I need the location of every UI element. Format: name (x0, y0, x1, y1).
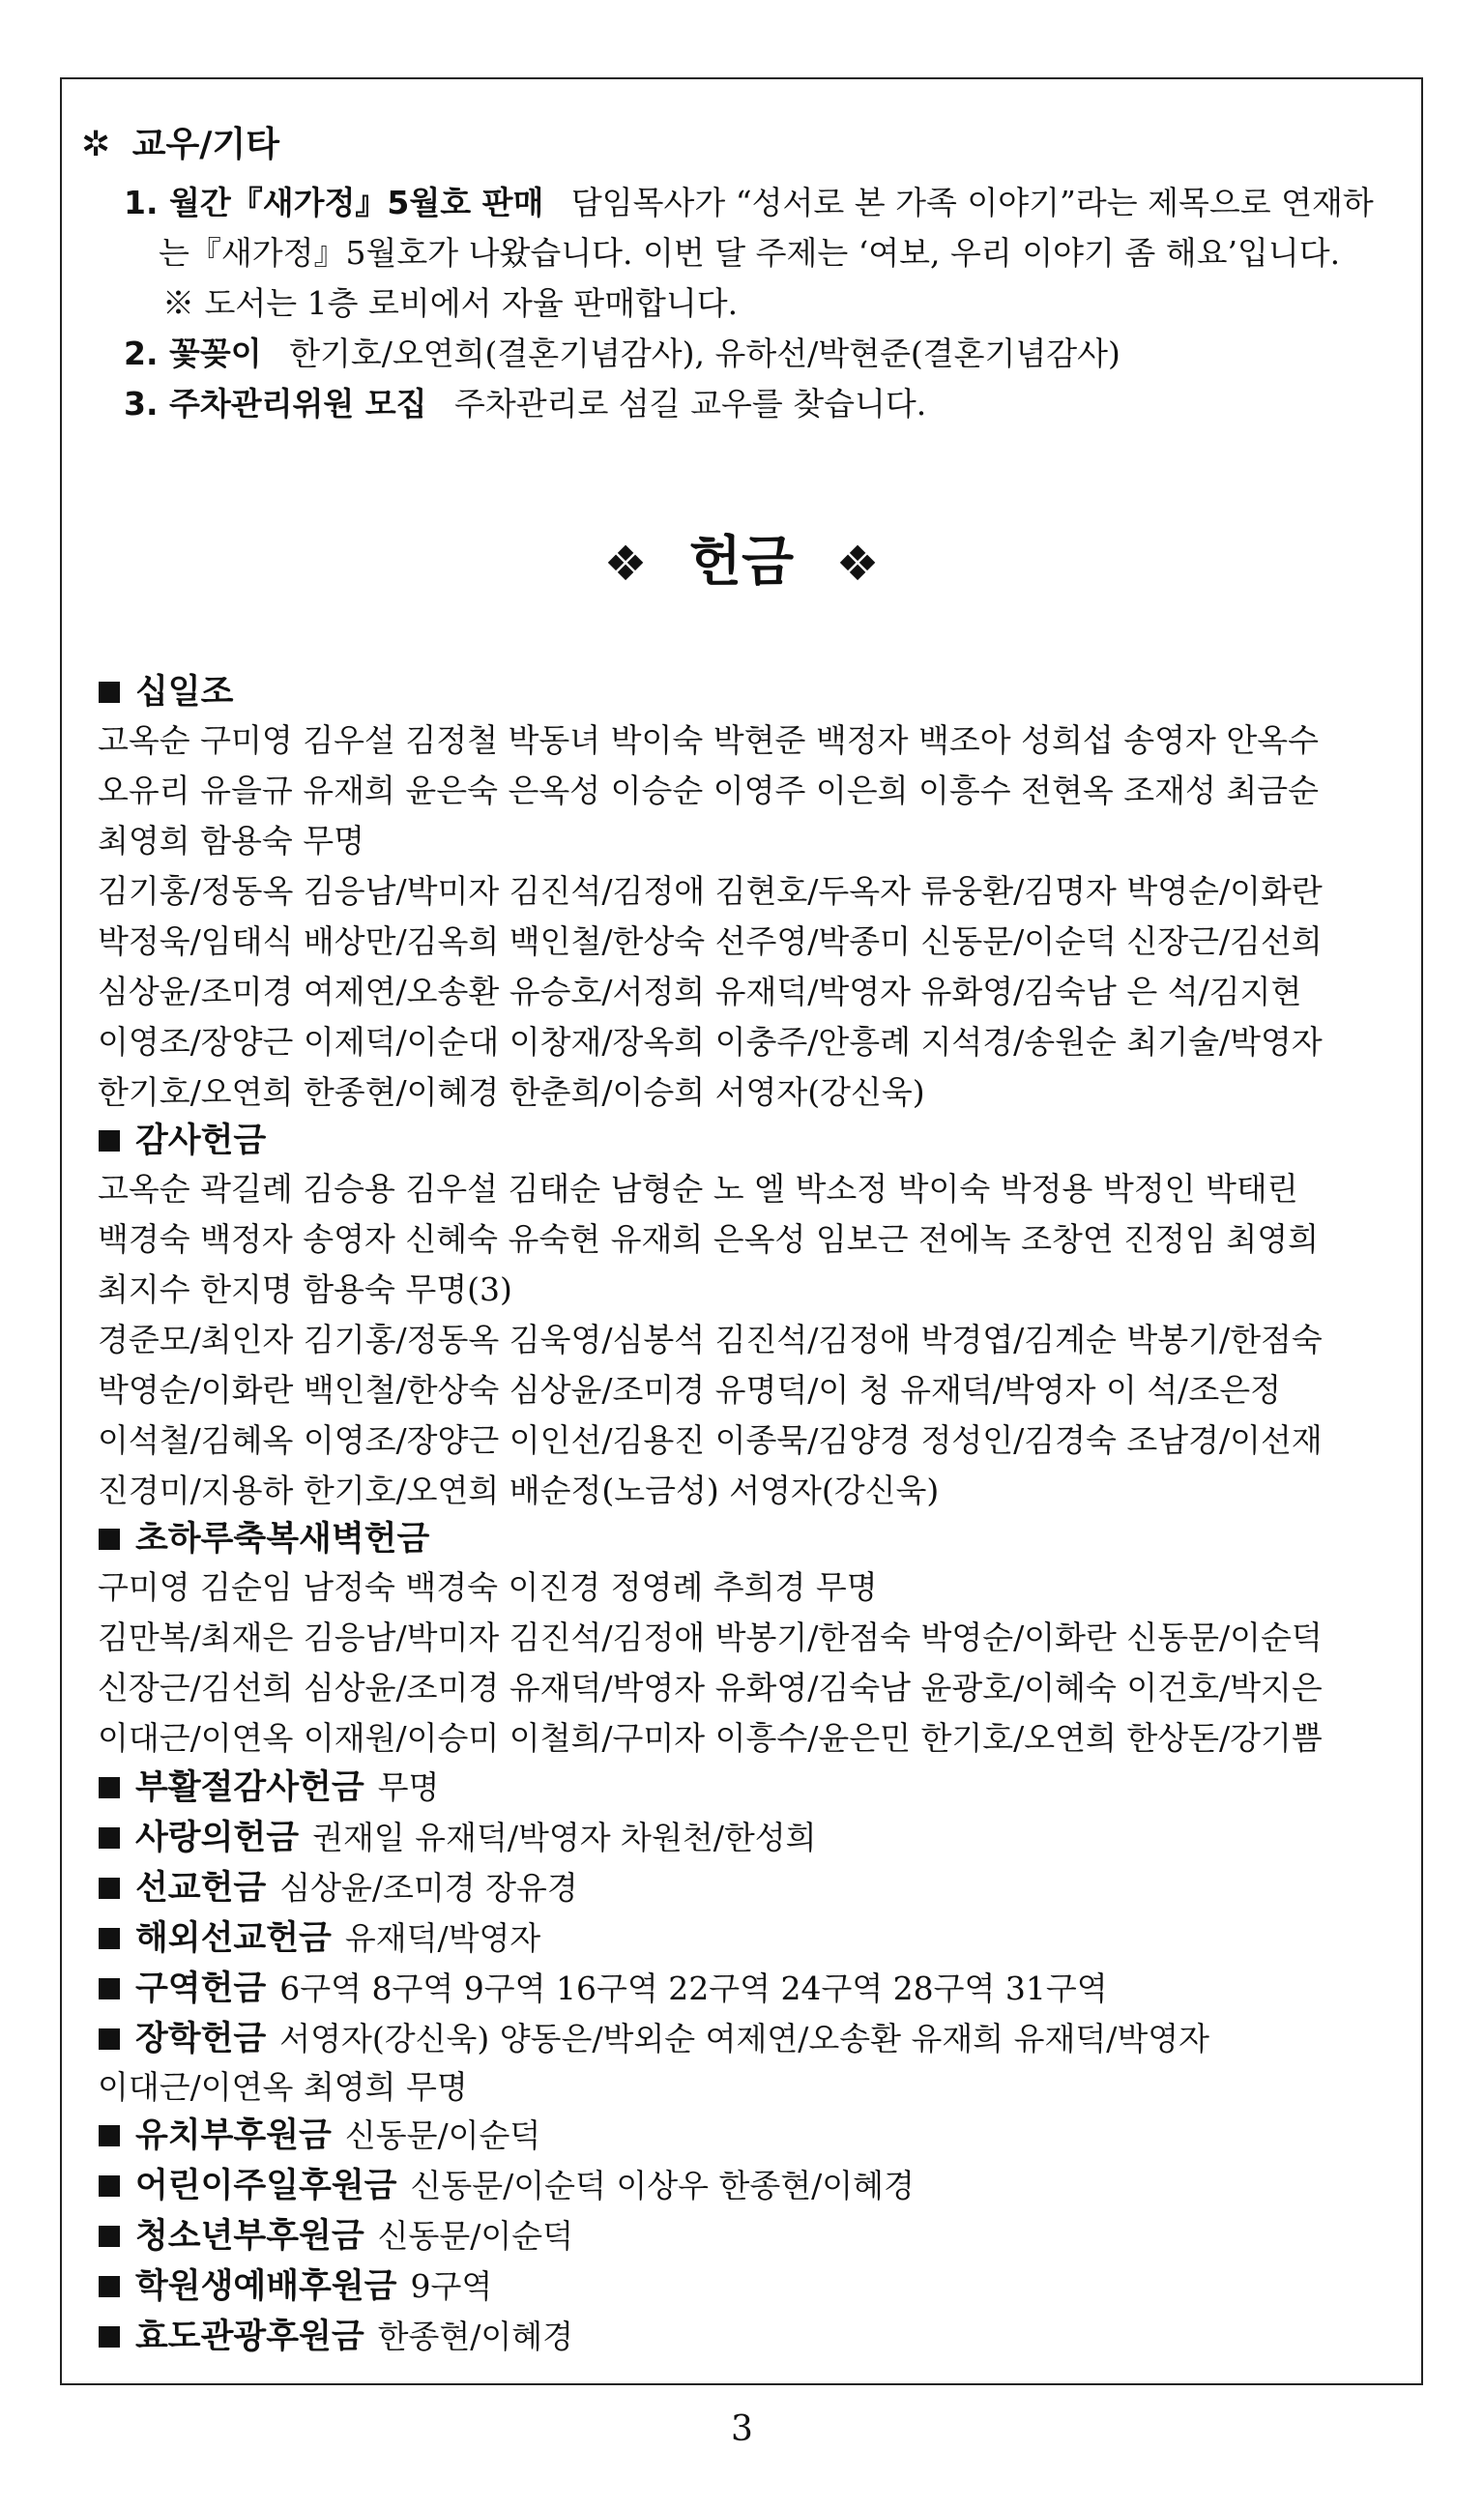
diamond-ornament-icon: ❖ (603, 536, 648, 592)
notice-item-1 (124, 184, 1392, 222)
square-bullet-icon (99, 2226, 120, 2247)
notice-item-1-text: 담임목사가 “성서로 본 가족 이야기”라는 제목으로 연재하 (570, 184, 1374, 221)
easter-offering-label: 부활절감사헌금 (135, 1768, 364, 1807)
tithe-line: 심상윤/조미경 여제연/오송환 유승호/서정희 유재덕/박영자 유화영/김숙남 은 석/김지현 (98, 973, 1302, 1010)
notice-item-1-line2: 는『새가정』5월호가 나왔습니다. 이번 달 주제는 ‘여보, 우리 이야기 좀 해요’입니다. (159, 234, 1341, 272)
love-offering (99, 1817, 816, 1859)
easter-offering-text: 무명 (377, 1768, 440, 1806)
notice-item-2 (124, 335, 1392, 373)
square-bullet-icon (99, 1978, 120, 1999)
thanks-line: 백경숙 백정자 송영자 신혜숙 유숙현 유재희 은옥성 임보근 전에녹 조창연 진정임 최영희 (98, 1220, 1319, 1258)
page-number: 3 (731, 2409, 753, 2449)
notice-item-2-text: 한기호/오연희(결혼기념감사), 유하선/박현준(결혼기념감사) (289, 335, 1120, 372)
thanks-heading (99, 1120, 266, 1162)
square-bullet-icon (99, 1928, 120, 1949)
square-bullet-icon (99, 1529, 120, 1550)
tithe-heading (99, 671, 233, 714)
tithe-line: 오유리 유을규 유재희 윤은숙 은옥성 이승순 이영주 이은희 이흥수 전현옥 조재성 최금순 (98, 772, 1319, 809)
tithe-line: 한기호/오연희 한종현/이혜경 한춘희/이승희 서영자(강신욱) (98, 1073, 925, 1111)
dawn-line: 이대근/이연옥 이재원/이승미 이철희/구미자 이흥수/윤은민 한기호/오연희 한상돈/강기쁨 (98, 1719, 1323, 1757)
tithe-line: 고옥순 구미영 김우설 김정철 박동녀 박이숙 박현준 백정자 백조아 성희섭 송영자 안옥수 (98, 721, 1319, 759)
dawn-heading-label: 초하루축복새벽헌금 (135, 1520, 430, 1559)
children-support-text: 신동문/이순덕 이상우 한종현/이혜경 (410, 2167, 915, 2204)
square-bullet-icon (99, 2326, 120, 2348)
scholarship-offering-label: 장학헌금 (135, 2020, 267, 2058)
student-support-label: 학원생예배후원금 (135, 2267, 397, 2306)
tithe-line: 최영희 함용숙 무명 (98, 822, 365, 860)
notice-item-3-text: 주차관리로 섬길 교우를 찾습니다. (454, 385, 927, 423)
square-bullet-icon (99, 2125, 120, 2146)
notice-item-3 (124, 385, 1392, 423)
tithe-line: 김기홍/정동옥 김응남/박미자 김진석/김정애 김현호/두옥자 류웅환/김명자 박영순/이화란 (98, 872, 1323, 910)
district-offering-text: 6구역 8구역 9구역 16구역 22구역 24구역 28구역 31구역 (279, 1969, 1108, 2007)
bulletin-frame (60, 77, 1423, 2385)
square-bullet-icon (99, 2276, 120, 2297)
scholarship-offering-text: 서영자(강신욱) 양동은/박외순 여제연/오송환 유재희 유재덕/박영자 (279, 2020, 1210, 2057)
kinder-support (99, 2115, 540, 2157)
kinder-support-text: 신동문/이순덕 (344, 2116, 541, 2154)
square-bullet-icon (99, 1130, 120, 1152)
love-offering-label: 사랑의헌금 (135, 1819, 300, 1857)
square-bullet-icon (99, 1777, 120, 1798)
love-offering-text: 권재일 유재덕/박영자 차원천/한성희 (312, 1819, 817, 1856)
filial-support-label: 효도관광후원금 (135, 2318, 364, 2356)
offering-title (62, 529, 1421, 598)
offering-title-label: 헌금 (688, 531, 795, 594)
square-bullet-icon (99, 682, 120, 703)
thanks-line: 진경미/지용하 한기호/오연희 배순정(노금성) 서영자(강신욱) (98, 1472, 940, 1509)
student-support-text: 9구역 (410, 2267, 493, 2305)
scholarship-line-2: 이대근/이연옥 최영희 무명 (98, 2068, 468, 2106)
kinder-support-label: 유치부후원금 (135, 2116, 332, 2155)
district-offering (99, 1968, 1108, 2010)
overseas-offering-text: 유재덕/박영자 (344, 1919, 541, 1957)
student-support (99, 2265, 492, 2308)
children-support-label: 어린이주일후원금 (135, 2167, 397, 2205)
thanks-line: 경준모/최인자 김기홍/정동옥 김욱영/심봉석 김진석/김정애 박경엽/김계순 박봉기/한점숙 (98, 1321, 1323, 1358)
mission-offering (99, 1867, 578, 1910)
square-bullet-icon (99, 1878, 120, 1899)
dawn-heading (99, 1518, 429, 1561)
overseas-offering-label: 해외선교헌금 (135, 1919, 332, 1958)
youth-support (99, 2215, 573, 2258)
thanks-line: 최지수 한지명 함용숙 무명(3) (98, 1270, 512, 1308)
dawn-line: 구미영 김순임 남정숙 백경숙 이진경 정영례 추희경 무명 (98, 1568, 878, 1606)
easter-offering (99, 1766, 439, 1809)
dawn-line: 김만복/최재은 김응남/박미자 김진석/김정애 박봉기/한점숙 박영순/이화란 신동문/이순덕 (98, 1619, 1323, 1656)
diamond-ornament-icon: ❖ (835, 536, 880, 592)
tithe-line: 이영조/장양근 이제덕/이순대 이창재/장옥희 이충주/안흥례 지석경/송원순 최기술/박영자 (98, 1023, 1323, 1061)
thanks-line: 이석철/김혜옥 이영조/장양근 이인선/김용진 이종묵/김양경 정성인/김경숙 조남경/이선재 (98, 1421, 1323, 1459)
asterisk-icon: ✲ (81, 125, 111, 164)
square-bullet-icon (99, 2175, 120, 2197)
thanks-line: 고옥순 곽길례 김승용 김우설 김태순 남형순 노 엘 박소정 박이숙 박정용 박정인 박태린 (98, 1170, 1298, 1208)
thanks-heading-label: 감사헌금 (135, 1122, 267, 1160)
youth-support-label: 청소년부후원금 (135, 2217, 364, 2256)
scholarship-offering (99, 2018, 1209, 2060)
square-bullet-icon (99, 1827, 120, 1849)
mission-offering-label: 선교헌금 (135, 1869, 267, 1908)
children-support (99, 2165, 915, 2207)
filial-support (99, 2316, 573, 2358)
mission-offering-text: 심상윤/조미경 장유경 (279, 1869, 578, 1907)
notices-heading (81, 124, 279, 166)
notice-item-3-title: 3. 주차관리위원 모집 (124, 385, 427, 423)
overseas-offering (99, 1917, 540, 1960)
notices-heading-label: 교우/기타 (131, 125, 279, 164)
filial-support-text: 한종현/이혜경 (377, 2318, 574, 2355)
notice-item-2-title: 2. 꽃꽂이 (124, 335, 262, 372)
notice-item-1-title: 1. 월간『새가정』5월호 판매 (124, 184, 544, 221)
square-bullet-icon (99, 2028, 120, 2050)
district-offering-label: 구역헌금 (135, 1969, 267, 2008)
thanks-line: 박영순/이화란 백인철/한상숙 심상윤/조미경 유명덕/이 청 유재덕/박영자 이 석/조은정 (98, 1371, 1281, 1409)
notice-item-1-line3: ※ 도서는 1층 로비에서 자율 판매합니다. (162, 284, 739, 322)
youth-support-text: 신동문/이순덕 (377, 2217, 574, 2255)
tithe-line: 박정욱/임태식 배상만/김옥희 백인철/한상숙 선주영/박종미 신동문/이순덕 신장근/김선희 (98, 922, 1323, 960)
dawn-line: 신장근/김선희 심상윤/조미경 유재덕/박영자 유화영/김숙남 윤광호/이혜숙 이건호/박지은 (98, 1669, 1323, 1707)
tithe-heading-label: 십일조 (135, 673, 234, 712)
